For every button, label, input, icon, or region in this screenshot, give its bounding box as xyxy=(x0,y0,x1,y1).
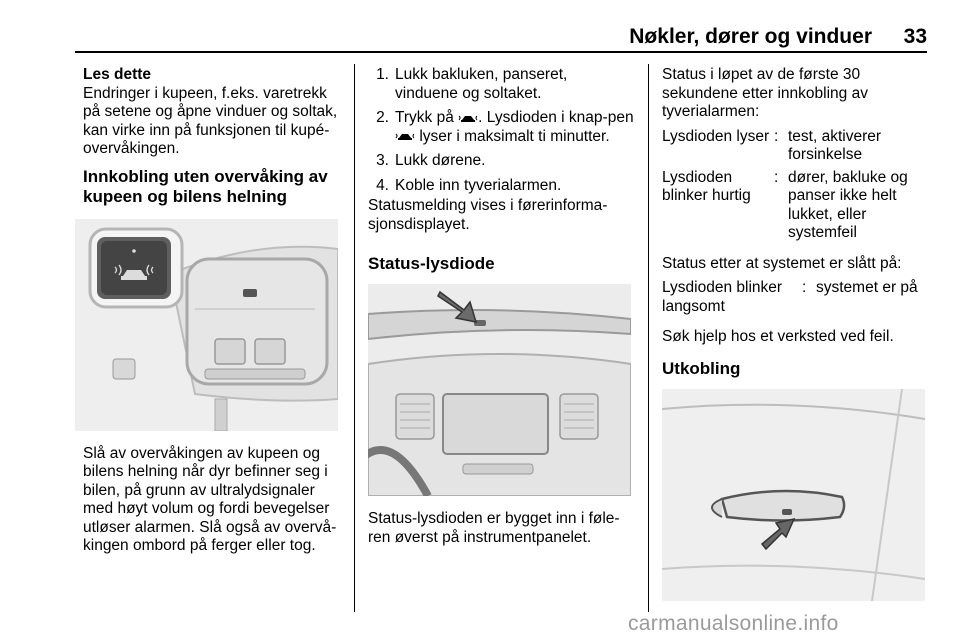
figure-caption: Status-lysdioden er bygget inn i føle-ren øverst på instrumentpanelet. xyxy=(368,510,620,546)
list-item: 1. Lukk bakluken, panseret, vinduene og soltaket. xyxy=(376,66,568,102)
car-alarm-icon xyxy=(458,113,478,123)
roof-console-illustration xyxy=(75,219,338,431)
header-rule xyxy=(75,51,927,53)
figure-door-handle xyxy=(662,389,925,601)
table-row: Lysdioden blinker hurtig : dører, bakluke og panser ikke helt lukket, eller systemfeil xyxy=(662,168,908,241)
after-activation-text: Status etter at systemet er slått på: xyxy=(662,254,902,272)
figure-roof-console xyxy=(75,219,338,431)
watermark: carmanualsonline.info xyxy=(628,612,839,635)
status-message-text: Statusmelding vises i førerinforma-sjonsdisplayet. xyxy=(368,197,608,233)
note-title: Les dette xyxy=(83,66,152,83)
column-2 xyxy=(368,66,634,547)
dashboard-illustration xyxy=(368,284,631,496)
body-paragraph-1: Slå av overvåkingen av kupeen og bilens helning når dyr befinner seg i bilen, på grunn av ultralydsignaler med høyt volum og fordi bevegelser utløser alarmen. Slå også av overvå-kingen ombord på ferger eller tog. xyxy=(83,444,337,554)
table-row: Lysdioden lyser : test, aktiverer forsinkelse xyxy=(662,127,882,163)
door-handle-illustration xyxy=(662,389,925,601)
help-text: Søk hjelp hos et verksted ved feil. xyxy=(662,328,894,345)
section-heading-status-led: Status-lysdiode xyxy=(368,254,495,273)
note-text: Endringer i kupeen, f.eks. varetrekk på setene og åpne vinduer og soltak, kan virke inn på funksjonen til kupé-overvåkingen. xyxy=(83,84,338,157)
column-divider-1 xyxy=(354,64,355,612)
figure-dashboard xyxy=(368,284,631,496)
list-item: 4. Koble inn tyverialarmen. xyxy=(376,176,562,194)
column-1 xyxy=(83,66,345,556)
list-item: 3. Lukk dørene. xyxy=(376,152,486,169)
list-item: 2. Trykk på . Lysdioden i knap-pen lyser i maksimalt ti minutter. xyxy=(376,109,634,145)
car-alarm-icon xyxy=(395,131,415,141)
intro-text: Status i løpet av de første 30 sekundene etter innkobling av tyverialarmen: xyxy=(662,66,868,120)
steps-list xyxy=(368,66,634,195)
section-heading-utkobling: Utkobling xyxy=(662,358,741,378)
page-number: 33 xyxy=(903,25,927,48)
column-divider-2 xyxy=(648,64,649,612)
table-row: Lysdioden blinker langsomt : systemet er på xyxy=(662,279,918,315)
status-table-initial xyxy=(662,128,932,243)
section-heading-innkobling: Innkobling uten overvåking av kupeen og bilens helning xyxy=(83,166,328,206)
header-title: Nøkler, dører og vinduer xyxy=(629,25,872,48)
column-3 xyxy=(662,66,932,601)
status-table-after xyxy=(662,279,932,316)
